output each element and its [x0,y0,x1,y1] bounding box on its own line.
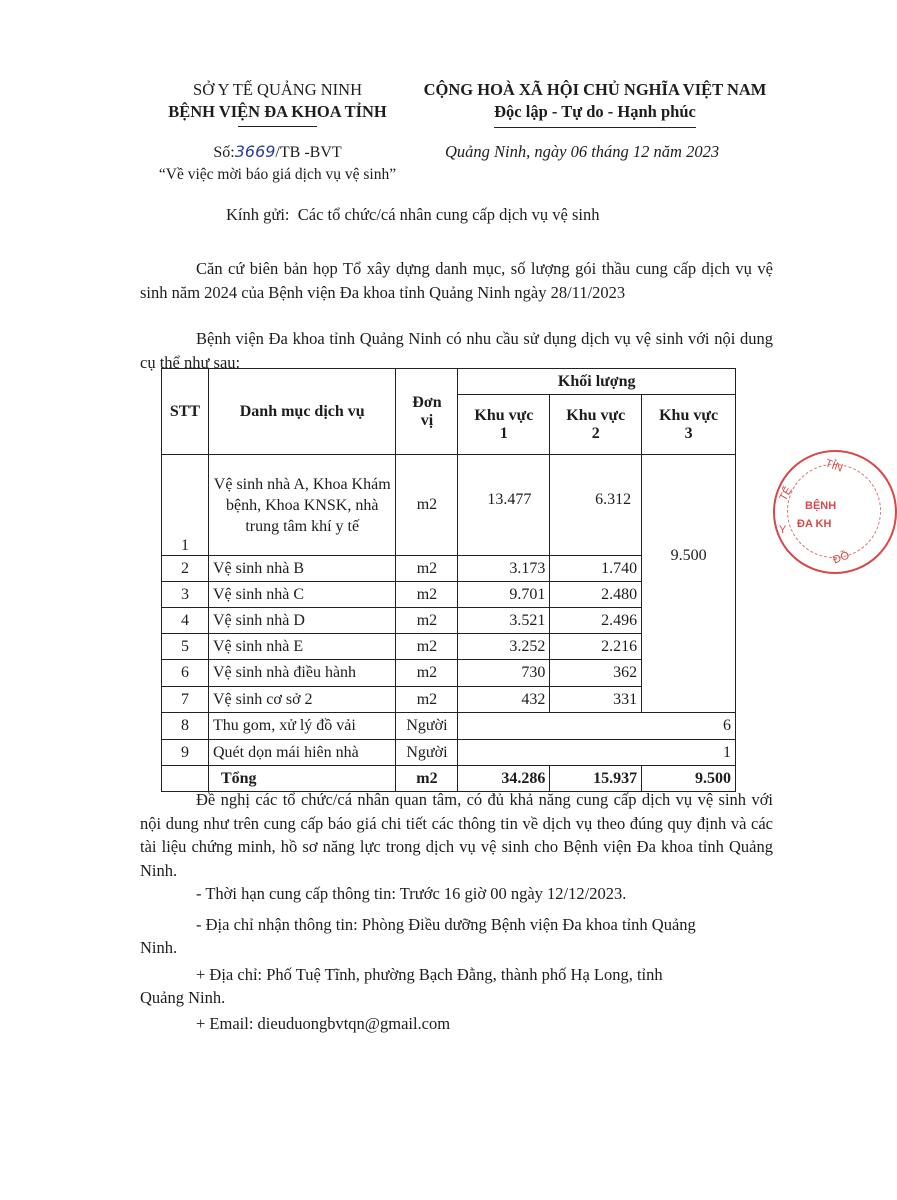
cell-merged-volume: 6 [458,713,736,740]
cell-stt: 6 [162,660,209,687]
basis-paragraph: Căn cứ biên bản họp Tổ xây dựng danh mục, số lượng gói thầu cung cấp dịch vụ vệ sinh năm 2024 của Bệnh viện Đa khoa tỉnh Quảng Ninh ngày 28/11/2023 [140,259,773,302]
underline-divider [238,126,317,127]
cell-zone-2: 362 [550,660,642,687]
address-line: - Địa chỉ nhận thông tin: Phòng Điều dưỡng Bệnh viện Đa khoa tỉnh Quảng [196,915,696,934]
motto [494,101,696,123]
total-zone-1: 34.286 [458,766,550,792]
total-zone-2: 15.937 [550,766,642,792]
seal-bottom-text: ĐỒ [831,549,852,567]
street-address-line: + Địa chỉ: Phố Tuệ Tĩnh, phường Bạch Đằng, thành phố Hạ Long, tỉnh [196,965,663,984]
recipient-value: Các tổ chức/cá nhân cung cấp dịch vụ vệ sinh [297,205,600,224]
total-zone-3: 9.500 [642,766,736,792]
table-row [162,713,736,740]
country-name: CỘNG HOÀ XÃ HỘI CHỦ NGHĨA VIỆT NAM [423,80,767,99]
header-service: Danh mục dịch vụ [208,369,396,455]
hospital-name [168,101,387,123]
cell-merged-volume: 1 [458,740,736,766]
issuer-block [140,79,415,123]
cell-service: Quét dọn mái hiên nhà [208,740,396,766]
cell-unit: m2 [396,556,458,582]
header-zone-1: Khu vực 1 [458,395,550,455]
cell-unit: Người [396,740,458,766]
seal-text-line2: ĐA KH [797,518,832,530]
cell-stt: 3 [162,582,209,608]
cell-zone-2: 2.480 [550,582,642,608]
cell-zone-2: 2.216 [550,634,642,660]
cell-unit: Người [396,713,458,740]
cell-service: Thu gom, xử lý đồ vải [208,713,396,740]
recipient-line [226,203,599,227]
cell-service: Vệ sinh nhà điều hành [208,660,396,687]
table-row [162,740,736,766]
seal-side-text: TẾ [777,484,795,504]
header-volume: Khối lượng [458,369,736,395]
seal-text-line1: BỆNH [805,500,837,512]
cell-service: Vệ sinh nhà D [208,608,396,634]
cell-zone-1: 3.252 [458,634,550,660]
cell-service: Vệ sinh nhà A, Khoa Khám bệnh, Khoa KNSK, nhà trung tâm khí y tế [208,455,396,556]
official-seal-stamp [773,450,897,574]
recipient-label: Kính gửi: [226,205,290,224]
header-zone-3: Khu vực 3 [642,395,736,455]
cell-unit: m2 [396,634,458,660]
cell-stt: 4 [162,608,209,634]
cell-stt: 8 [162,713,209,740]
cell-stt: 2 [162,556,209,582]
cell-zone-2: 331 [550,687,642,713]
department-name: SỞ Y TẾ QUẢNG NINH [193,80,362,99]
motto-text: Độc lập - Tự do - Hạnh phúc [494,102,696,121]
document-number: Số:3669/TB -BVT [213,142,342,161]
cell-stt: 7 [162,687,209,713]
cell-service: Vệ sinh nhà C [208,582,396,608]
cell-stt: 9 [162,740,209,766]
header-stt: STT [162,369,209,455]
address-line-cont: Ninh. [140,938,178,957]
request-paragraph: Đề nghị các tổ chức/cá nhân quan tâm, có đủ khả năng cung cấp dịch vụ vệ sinh với nội dung như trên cung cấp báo giá chi tiết các thông tin về dịch vụ theo đúng quy định và các tài liệu chứng minh, hồ sơ năng lực trong dịch vụ vệ sinh cho Bệnh viện Đa khoa tỉnh Quảng Ninh. [140,790,773,880]
service-table [161,368,736,792]
need-paragraph: Bệnh viện Đa khoa tỉnh Quảng Ninh có nhu cầu sử dụng dịch vụ vệ sinh với nội dung cụ thể như sau: [140,329,773,372]
total-label: Tổng [208,766,396,792]
cell-service: Vệ sinh nhà E [208,634,396,660]
table-header-row [162,369,736,395]
seal-top-text: TỈN [823,457,845,475]
email-line: + Email: dieuduongbvtqn@gmail.com [196,1014,451,1033]
cell-unit: m2 [396,455,458,556]
handwritten-number: 3669 [234,142,276,161]
cell-service: Vệ sinh cơ sở 2 [208,687,396,713]
header-unit: Đơn vị [396,369,458,455]
total-unit: m2 [396,766,458,792]
cell-zone-1: 730 [458,660,550,687]
cell-zone-3-merged: 9.500 [642,455,736,713]
deadline-line: - Thời hạn cung cấp thông tin: Trước 16 giờ 00 ngày 12/12/2023. [196,884,627,903]
cell-unit: m2 [396,582,458,608]
cell-zone-2: 1.740 [550,556,642,582]
cell-stt: 5 [162,634,209,660]
cell-unit: m2 [396,687,458,713]
document-number-block [140,141,415,186]
document-date: Quảng Ninh, ngày 06 tháng 12 năm 2023 [445,142,720,161]
cell-zone-1: 3.173 [458,556,550,582]
cell-zone-1: 13.477 [458,455,550,556]
seal-side-letter: Y [779,524,787,536]
cell-zone-1: 9.701 [458,582,550,608]
underline-divider [494,127,696,128]
cell-zone-1: 432 [458,687,550,713]
cell-zone-1: 3.521 [458,608,550,634]
cell-stt: 1 [162,455,209,556]
street-address-line-cont: Quảng Ninh. [140,988,226,1007]
national-header [405,79,785,123]
hospital-name-text: BỆNH VIỆN ĐA KHOA TỈNH [168,102,387,121]
header-zone-2: Khu vực 2 [550,395,642,455]
document-subject: “Về việc mời báo giá dịch vụ vệ sinh” [158,166,397,183]
cell-zone-2: 2.496 [550,608,642,634]
cell-unit: m2 [396,608,458,634]
table-row [162,455,736,556]
cell-zone-2: 6.312 [550,455,642,556]
cell-unit: m2 [396,660,458,687]
cell-service: Vệ sinh nhà B [208,556,396,582]
